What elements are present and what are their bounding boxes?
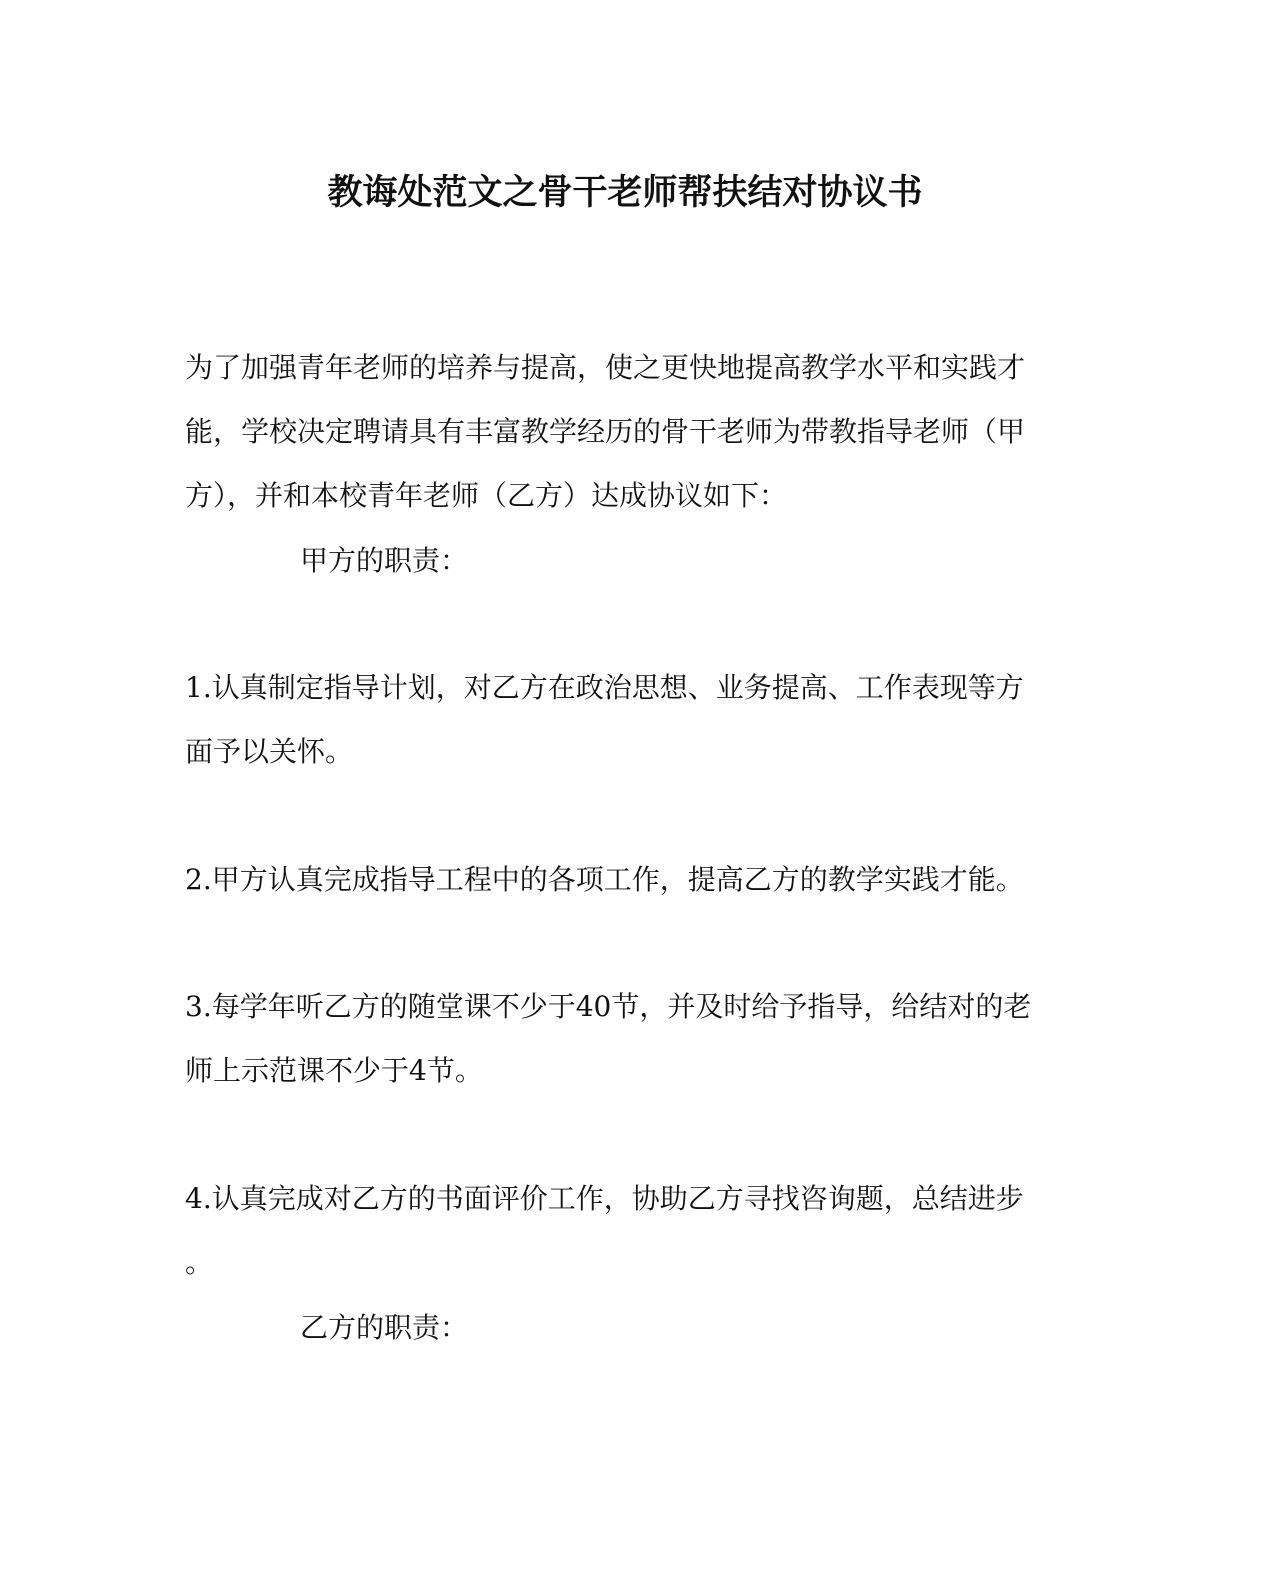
item-4-line-2: 。 <box>185 1246 214 1279</box>
intro-line-1: 为了加强青年老师的培养与提高，使之更快地提高教学水平和实践才 <box>185 351 1026 384</box>
document-title: 教诲处范文之骨干老师帮扶结对协议书 <box>327 173 923 213</box>
item-3-line-1: 3.每学年听乙方的随堂课不少于40节，并及时给予指导，给结对的老 <box>185 990 1032 1023</box>
party-b-heading: 乙方的职责： <box>300 1311 469 1344</box>
item-3-line-2: 师上示范课不少于4节。 <box>185 1054 483 1087</box>
party-a-heading: 甲方的职责： <box>300 544 469 577</box>
item-2-line-1: 2.甲方认真完成指导工程中的各项工作，提高乙方的教学实践才能。 <box>185 863 1024 896</box>
intro-line-2: 能，学校决定聘请具有丰富教学经历的骨干老师为带教指导老师（甲 <box>185 415 1026 448</box>
item-1-line-2: 面予以关怀。 <box>185 735 354 768</box>
item-1-line-1: 1.认真制定指导计划，对乙方在政治思想、业务提高、工作表现等方 <box>185 671 1024 704</box>
item-4-line-1: 4.认真完成对乙方的书面评价工作，协助乙方寻找咨询题，总结进步 <box>185 1182 1024 1215</box>
intro-line-3: 方），并和本校青年老师（乙方）达成协议如下： <box>185 479 788 512</box>
